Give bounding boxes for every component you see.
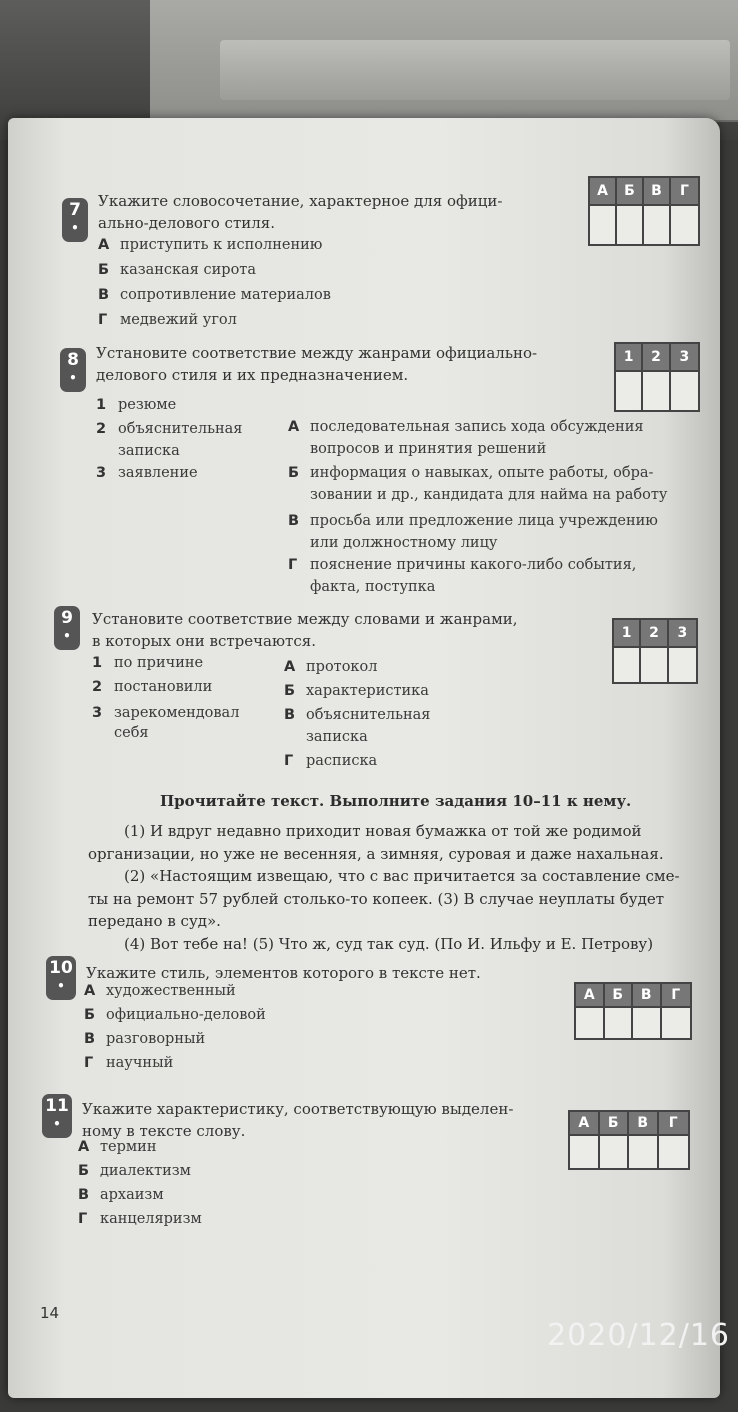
answer-header: Г bbox=[659, 1112, 689, 1136]
question-7-stem: Укажите словосочетание, характерное для офици- ально-делового стиля. bbox=[98, 192, 503, 232]
answer-header: Г bbox=[671, 178, 698, 206]
question-11-stem: Укажите характеристику, соответствующую выделен- ному в тексте слову. bbox=[82, 1100, 514, 1140]
answer-cell[interactable] bbox=[600, 1136, 630, 1168]
answer-header: В bbox=[633, 984, 662, 1008]
reading-heading: Прочитайте текст. Выполните задания 10–11 к нему. bbox=[160, 792, 632, 810]
question-8-right-d: Г пояснение причины какого-либо события, факта, поступка bbox=[288, 557, 637, 595]
question-9-left-2: 2 постановили bbox=[92, 679, 213, 695]
device-panel bbox=[220, 40, 730, 100]
question-11-option-d: Г канцеляризм bbox=[78, 1211, 202, 1227]
question-8-stem: Установите соответствие между жанрами официально- делового стиля и их предназначением. bbox=[96, 344, 538, 384]
question-7-option-a: А приступить к исполнению bbox=[98, 237, 323, 253]
answer-header: 1 bbox=[614, 620, 641, 648]
question-9-left-1: 1 по причине bbox=[92, 655, 204, 671]
answer-cell[interactable] bbox=[590, 206, 617, 244]
question-8-right-c: В просьба или предложение лица учреждению или должностному лицу bbox=[288, 513, 658, 551]
question-9-badge: 9 • bbox=[54, 606, 80, 650]
question-7-answer-grid[interactable] bbox=[588, 176, 700, 246]
background-device bbox=[150, 0, 738, 122]
answer-header: Б bbox=[605, 984, 634, 1008]
question-8-answer-grid[interactable] bbox=[614, 342, 700, 412]
answer-header: В bbox=[629, 1112, 659, 1136]
question-10-option-d: Г научный bbox=[84, 1055, 174, 1071]
question-11-answer-grid[interactable] bbox=[568, 1110, 690, 1170]
question-10-option-c: В разговорный bbox=[84, 1031, 206, 1047]
question-8-left-3: 3 заявление bbox=[96, 465, 198, 481]
question-9-right-c2: записка bbox=[306, 729, 368, 745]
answer-cell[interactable] bbox=[644, 206, 671, 244]
answer-cell[interactable] bbox=[617, 206, 644, 244]
question-9-right-d: Г расписка bbox=[284, 753, 378, 769]
question-9-left-3: 3 зарекомендовал bbox=[92, 705, 240, 721]
answer-header: А bbox=[576, 984, 605, 1008]
textbook-page bbox=[8, 118, 720, 1398]
answer-header: Б bbox=[617, 178, 644, 206]
answer-cell[interactable] bbox=[641, 648, 668, 682]
answer-cell[interactable] bbox=[671, 372, 698, 410]
answer-cell[interactable] bbox=[570, 1136, 600, 1168]
question-9-right-c: В объяснительная bbox=[284, 707, 431, 723]
answer-cell[interactable] bbox=[669, 648, 696, 682]
answer-cell[interactable] bbox=[576, 1008, 605, 1038]
question-7-option-b: Б казанская сирота bbox=[98, 262, 256, 278]
question-8-badge: 8 • bbox=[60, 348, 86, 392]
answer-cell[interactable] bbox=[643, 372, 670, 410]
question-10-badge: 10 • bbox=[46, 956, 76, 1000]
reading-text: (1) И вдруг недавно приходит новая бумажка от той же родимой организации, но уже не весенняя, а зимняя, суровая и даже нахальная. (2) «Настоящим извещаю, что с вас причитается за составление сме- ты на ремонт 57 рублей столько-то копеек. (3) В случае неуплаты будет передано в суд». (4) Вот тебе на! (5) Что ж, суд так суд. (По И. Ильфу и Е. Петрову) bbox=[88, 822, 680, 953]
question-11-option-c: В архаизм bbox=[78, 1187, 164, 1203]
answer-header: Б bbox=[600, 1112, 630, 1136]
answer-header: 3 bbox=[669, 620, 696, 648]
answer-cell[interactable] bbox=[662, 1008, 691, 1038]
question-8-left-1: 1 резюме bbox=[96, 397, 177, 413]
question-10-answer-grid[interactable] bbox=[574, 982, 692, 1040]
question-9-stem: Установите соответствие между словами и жанрами, в которых они встречаются. bbox=[92, 610, 518, 650]
question-10-stem: Укажите стиль, элементов которого в тексте нет. bbox=[86, 964, 481, 982]
answer-header: 2 bbox=[643, 344, 670, 372]
question-8-right-a: А последовательная запись хода обсуждения вопросов и принятия решений bbox=[288, 419, 644, 457]
question-8-right-b: Б информация о навыках, опыте работы, обра- зовании и др., кандидата для найма на работу bbox=[288, 465, 668, 503]
answer-header: 3 bbox=[671, 344, 698, 372]
answer-header: 2 bbox=[641, 620, 668, 648]
question-10-option-b: Б официально-деловой bbox=[84, 1007, 266, 1023]
question-8-left-2b: записка bbox=[118, 443, 180, 459]
question-7-badge: 7 • bbox=[62, 198, 88, 242]
question-11-option-b: Б диалектизм bbox=[78, 1163, 191, 1179]
answer-header: А bbox=[570, 1112, 600, 1136]
date-stamp: 2020/12/16 bbox=[547, 1318, 730, 1353]
question-9-right-a: А протокол bbox=[284, 659, 378, 675]
answer-cell[interactable] bbox=[616, 372, 643, 410]
answer-cell[interactable] bbox=[605, 1008, 634, 1038]
answer-header: Г bbox=[662, 984, 691, 1008]
question-10-option-a: А художественный bbox=[84, 983, 236, 999]
answer-header: А bbox=[590, 178, 617, 206]
question-8-left-2: 2 объяснительная bbox=[96, 421, 243, 437]
question-9-left-3b: себя bbox=[114, 725, 149, 741]
question-9-answer-grid[interactable] bbox=[612, 618, 698, 684]
question-11-badge: 11 • bbox=[42, 1094, 72, 1138]
answer-cell[interactable] bbox=[629, 1136, 659, 1168]
question-7-option-c: В сопротивление материалов bbox=[98, 287, 331, 303]
question-7-option-d: Г медвежий угол bbox=[98, 312, 237, 328]
question-11-option-a: А термин bbox=[78, 1139, 157, 1155]
answer-cell[interactable] bbox=[633, 1008, 662, 1038]
answer-header: 1 bbox=[616, 344, 643, 372]
answer-cell[interactable] bbox=[659, 1136, 689, 1168]
answer-cell[interactable] bbox=[671, 206, 698, 244]
answer-cell[interactable] bbox=[614, 648, 641, 682]
answer-header: В bbox=[644, 178, 671, 206]
page-number: 14 bbox=[40, 1304, 60, 1322]
question-9-right-b: Б характеристика bbox=[284, 683, 429, 699]
